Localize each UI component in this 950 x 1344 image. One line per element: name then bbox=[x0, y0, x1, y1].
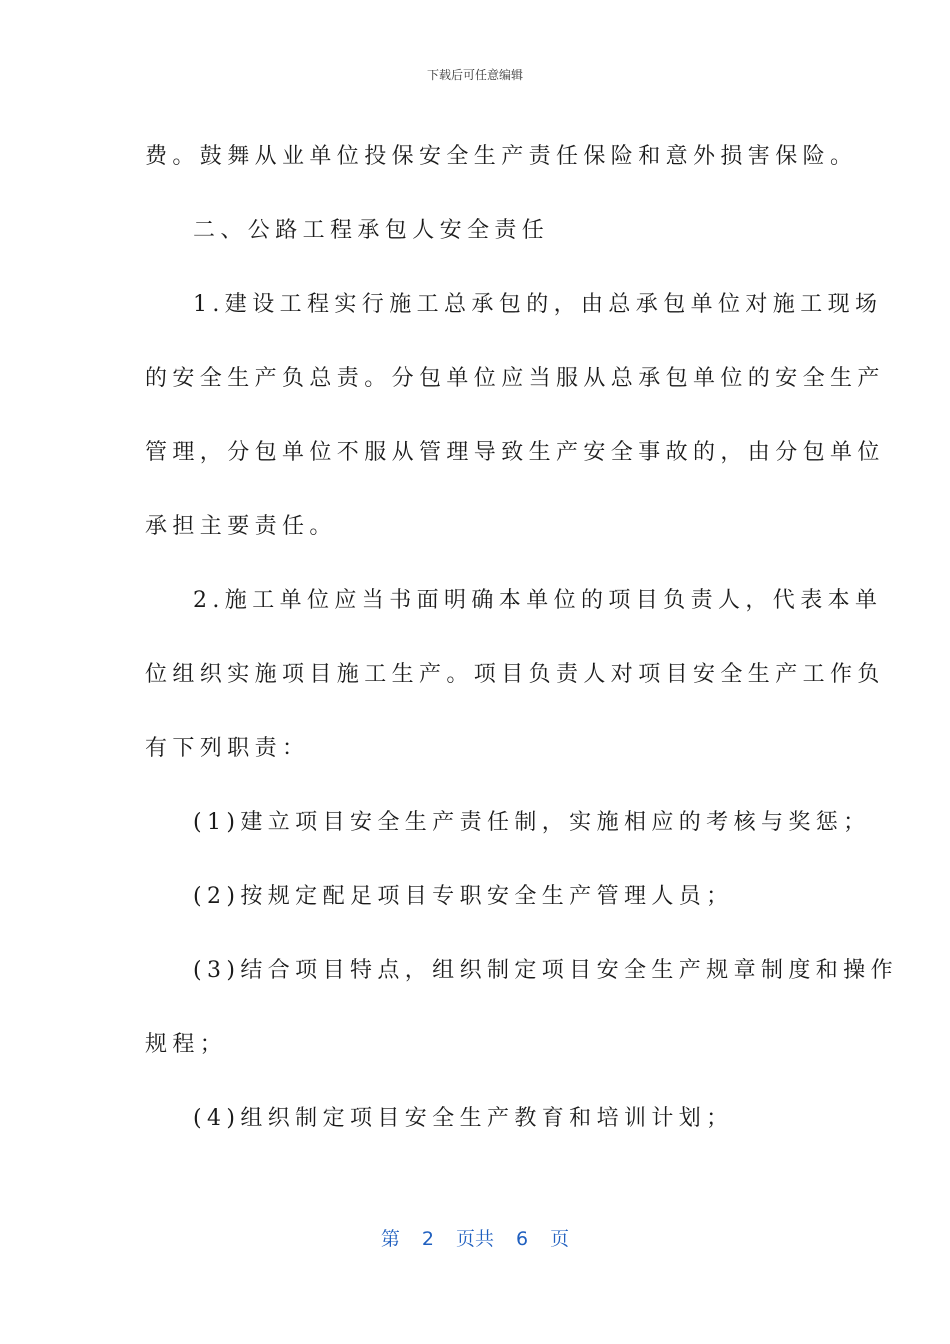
page-suffix: 页 bbox=[550, 1228, 570, 1250]
list-item: (1)建立项目安全生产责任制，实施相应的考核与奖惩； bbox=[193, 810, 871, 835]
paragraph-line: 费。鼓舞从业单位投保安全生产责任保险和意外损害保险。 bbox=[145, 144, 858, 169]
total-pages-number: 6 bbox=[516, 1228, 529, 1250]
paragraph-line: 的安全生产负总责。分包单位应当服从总承包单位的安全生产 bbox=[145, 366, 885, 391]
list-item-continuation: 规程； bbox=[145, 1032, 228, 1057]
list-item: (2)按规定配足项目专职安全生产管理人员； bbox=[193, 884, 734, 909]
page-mid: 页共 bbox=[455, 1228, 494, 1250]
paragraph-line: 有下列职责： bbox=[145, 736, 310, 761]
paragraph-line: 管理，分包单位不服从管理导致生产安全事故的，由分包单位 bbox=[145, 440, 885, 465]
section-heading: 二、公路工程承包人安全责任 bbox=[193, 218, 550, 243]
paragraph-line: 2.施工单位应当书面明确本单位的项目负责人，代表本单 bbox=[193, 588, 883, 613]
paragraph-line: 1.建设工程实行施工总承包的，由总承包单位对施工现场 bbox=[193, 292, 883, 317]
page-prefix: 第 bbox=[380, 1228, 400, 1250]
current-page-number: 2 bbox=[421, 1228, 434, 1250]
list-item: (3)结合项目特点，组织制定项目安全生产规章制度和操作 bbox=[193, 958, 898, 983]
paragraph-line: 位组织实施项目施工生产。项目负责人对项目安全生产工作负 bbox=[145, 662, 885, 687]
page-footer bbox=[0, 1224, 950, 1251]
document-body bbox=[145, 120, 898, 1156]
page-header: 下载后可任意编辑 bbox=[426, 68, 523, 82]
list-item: (4)组织制定项目安全生产教育和培训计划； bbox=[193, 1106, 734, 1131]
paragraph-line: 承担主要责任。 bbox=[145, 514, 337, 539]
